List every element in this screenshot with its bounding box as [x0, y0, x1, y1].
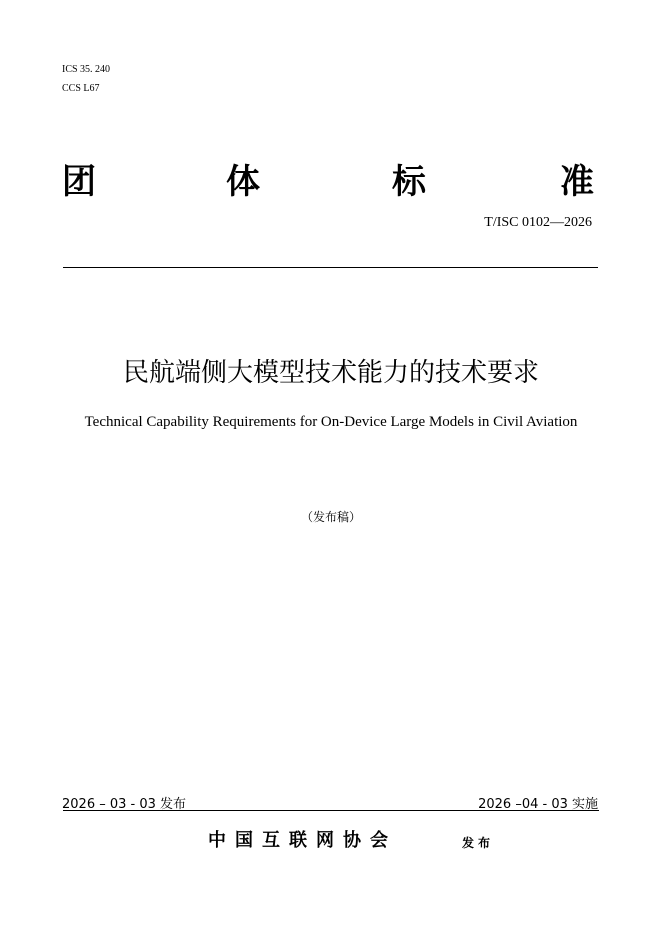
bottom-divider	[63, 810, 599, 811]
standard-type-char: 准	[560, 162, 594, 202]
issuer-name: 中国互联网协会	[208, 830, 397, 851]
issuer-action: 发布	[462, 836, 495, 850]
document-title-english: Technical Capability Requirements for On-Device Large Models in Civil Aviation	[84, 414, 578, 430]
implementation-date: 2026 –04 - 03 实施	[478, 797, 598, 812]
standard-type-char: 团	[62, 162, 96, 202]
document-title-chinese: 民航端侧大模型技术能力的技术要求	[122, 358, 539, 388]
standard-type-char: 标	[392, 162, 426, 202]
ics-code: ICS 35. 240	[62, 64, 111, 75]
standard-number: T/ISC 0102—2026	[484, 215, 592, 230]
issue-date: 2026 – 03 - 03 发布	[62, 797, 187, 812]
standard-type-char: 体	[226, 162, 260, 202]
ccs-code: CCS L67	[62, 83, 100, 94]
draft-status-label: （发布稿）	[300, 510, 361, 524]
top-divider	[63, 267, 598, 268]
